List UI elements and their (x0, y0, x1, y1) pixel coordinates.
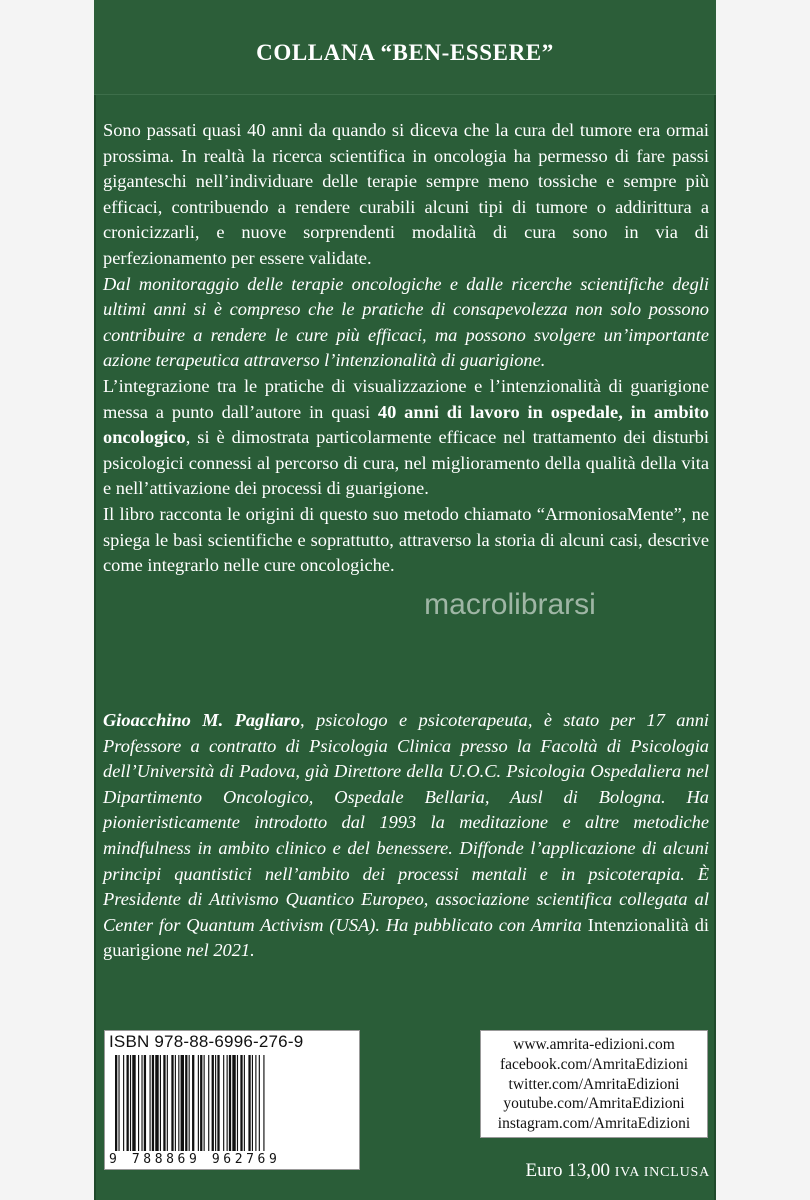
barcode-bar (223, 1055, 224, 1151)
link-instagram[interactable]: instagram.com/AmritaEdizioni (497, 1115, 691, 1133)
barcode-bar (244, 1055, 245, 1151)
barcode-bar (181, 1055, 184, 1151)
barcode-bar (189, 1055, 190, 1151)
barcode-bar (123, 1055, 124, 1151)
barcode-bar (200, 1055, 202, 1151)
blurb (103, 118, 709, 579)
barcode-bar (115, 1055, 117, 1151)
barcode-bar (152, 1055, 154, 1151)
link-website[interactable]: www.amrita-edizioni.com (513, 1036, 675, 1053)
barcode-bar (227, 1055, 228, 1151)
barcode-bar (144, 1055, 146, 1151)
link-twitter[interactable]: twitter.com/AmritaEdizioni (508, 1075, 680, 1093)
barcode-bar (160, 1055, 161, 1151)
blurb-paragraph-3-start: L’integrazione tra le pratiche di visualizzazione e l’intenzionalità di guarigione messa a punto dall’autore in quasi (103, 375, 709, 422)
cover-left-margin (0, 0, 94, 1200)
blurb-paragraph-3-end: , si è dimostrata particolarmente efficace nel trattamento dei disturbi psicologici connessi al percorso di cura, nel miglioramento della qualità della vita e nell’attivazione dei processi di guarigione. (103, 427, 709, 499)
barcode-bar (248, 1055, 250, 1151)
barcode-icon (111, 1055, 355, 1155)
watermark: macrolibrarsi (424, 588, 596, 621)
barcode-bar (132, 1055, 135, 1151)
links-box (480, 1030, 708, 1138)
barcode-bar (130, 1055, 131, 1151)
link-facebook[interactable]: facebook.com/AmritaEdizioni (499, 1055, 689, 1073)
barcode-bar (259, 1055, 260, 1151)
blurb-paragraph-4: Il libro racconta le origini di questo suo metodo chiamato “ArmoniosaMente”, ne spiega le basi scientifiche e soprattutto, attraverso la storia di alcuni casi, descrive come integrarlo nelle cure oncologiche. (103, 503, 709, 576)
blurb-paragraph-2-text: Dal monitoraggio delle terapie oncologiche e dalle ricerche scientifiche degli ultimi anni si è compreso che le pratiche di consapevolezza non solo possono contribuire a rendere le cure più efficaci, ma possono svolgere un’importante azione terapeutica attraverso l’intenzionalità di guarigione. (103, 273, 709, 371)
barcode-bar (212, 1055, 214, 1151)
barcode-bar (178, 1055, 179, 1151)
barcode-bar (163, 1055, 165, 1151)
blurb-paragraph-3-bold: 40 anni di lavoro in ospedale, in ambito oncologico (103, 401, 710, 448)
blurb-paragraph-3 (103, 374, 709, 502)
barcode-bar (171, 1055, 173, 1151)
barcode-bar (167, 1055, 168, 1151)
barcode-bar (208, 1055, 209, 1151)
barcode-bar (229, 1055, 231, 1151)
author-name: Gioacchino M. Pagliaro (103, 710, 301, 730)
barcode-bar (185, 1055, 187, 1151)
blurb-paragraph-2 (103, 272, 709, 374)
link-youtube[interactable]: youtube.com/AmritaEdizioni (503, 1095, 685, 1113)
barcode-bar (255, 1055, 256, 1151)
price (480, 1160, 710, 1182)
barcode-bar (198, 1055, 199, 1151)
isbn-label: ISBN 978-88-6996-276-9 (109, 1032, 304, 1051)
barcode-bar (237, 1055, 238, 1151)
cover-right-margin (716, 0, 810, 1200)
price-vat: IVA INCLUSA (614, 1165, 710, 1180)
barcode-bar (192, 1055, 194, 1151)
barcode-bar (141, 1055, 142, 1151)
barcode-bar (232, 1055, 235, 1151)
barcode-bar (175, 1055, 176, 1151)
barcode-bar (118, 1055, 119, 1151)
author-bio (103, 708, 709, 964)
barcode-bar (155, 1055, 158, 1151)
isbn-barcode-box (104, 1030, 360, 1170)
price-amount: Euro 13,00 (525, 1160, 610, 1181)
barcode-bar (252, 1055, 253, 1151)
barcode-bar (215, 1055, 216, 1151)
blurb-paragraph-1: Sono passati quasi 40 anni da quando si diceva che la cura del tumore era ormai prossima. In realtà la ricerca scientifica in oncologia ha permesso di fare passi giganteschi nell’individuare delle terapie sempre meno tossiche e sempre più efficaci, contribuendo a rendere curabili alcuni tipi di tumore o addirittura a cronicizzarli, e nuove sorprendenti modalità di cura sono in via di perfezionamento per essere validate. (103, 120, 709, 268)
author-bio-text: , psicologo e psicoterapeuta, è stato per 17 anni Professore a contratto di Psicologia Clinica presso la Facoltà di Psicologia dell’Università di Padova, già Direttore della U.O.C. Psicologia Ospedaliera nel Dipartimento Oncologico, Ospedale Bellaria, Ausl di Bologna. Ha pionieristicamente introdotto dal 1993 la meditazione e altre metodiche mindfulness in ambito clinico e del benessere. Diffonde l’applicazione di alcuni principi quantistici nell’ambito dei processi mentali e in psicoterapia. È Presidente di Attivismo Quantico Europeo, associazione scientifica collegata al Center for Quantum Activism (USA). Ha pubblicato con Amrita (103, 710, 709, 935)
barcode-bar (127, 1055, 129, 1151)
barcode-bar (150, 1055, 151, 1151)
barcode-bar (217, 1055, 219, 1151)
author-bio-end: nel 2021. (181, 940, 255, 961)
author-book-title: Intenzionalità di guarigione (103, 914, 710, 961)
barcode-bar (204, 1055, 205, 1151)
series-title: COLLANA “BEN-ESSERE” (256, 40, 554, 65)
barcode-bar (240, 1055, 242, 1151)
barcode-digits: 9 788869 962769 (109, 1152, 281, 1167)
barcode-bar (263, 1055, 264, 1151)
barcode-bar (138, 1055, 139, 1151)
